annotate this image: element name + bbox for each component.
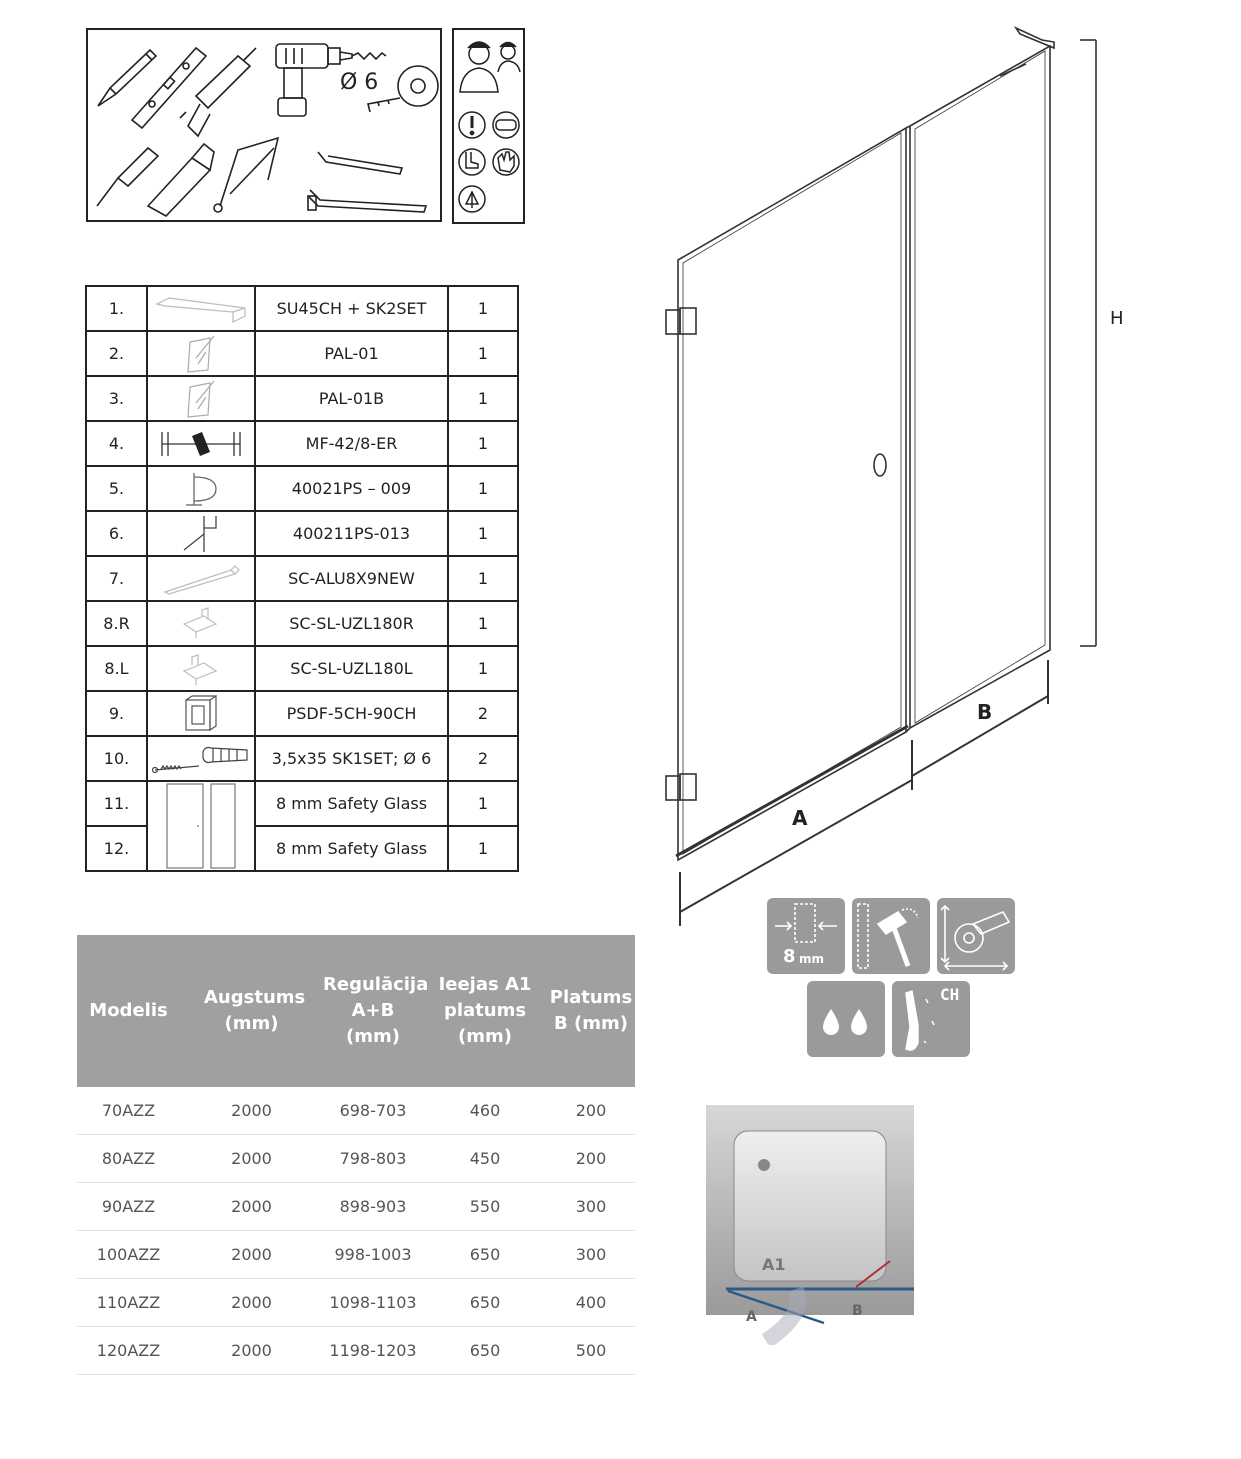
part-code: 400211PS-013 — [255, 511, 448, 556]
parts-list-table — [85, 285, 519, 872]
cell-width-b: 200 — [575, 1101, 607, 1120]
part-image — [147, 781, 255, 871]
table-row — [86, 421, 518, 466]
cell-adjustment: 998-1003 — [334, 1245, 412, 1264]
header-entry-width: Ieejas A1 platums (mm) — [438, 974, 532, 1047]
cell-width-b: 300 — [575, 1245, 607, 1264]
utility-knife-icon — [148, 144, 214, 216]
part-code: MF-42/8-ER — [255, 421, 448, 466]
safety-requirements-panel — [452, 28, 525, 224]
header-width-b: Platums B (mm) — [549, 987, 633, 1034]
boots-icon — [459, 149, 485, 175]
door-illustration — [640, 20, 1140, 940]
cell-model: 100AZZ — [96, 1245, 161, 1264]
pencil-icon — [98, 50, 156, 106]
table-row — [77, 1327, 635, 1375]
part-number: 7. — [86, 556, 147, 601]
models-dimensions-table — [77, 935, 635, 1375]
part-quantity: 1 — [448, 286, 518, 331]
tape-measure-icon — [368, 66, 438, 112]
part-code: SU45CH + SK2SET — [255, 286, 448, 331]
clip-right-icon — [176, 606, 226, 642]
part-number: 3. — [86, 376, 147, 421]
cell-model: 70AZZ — [101, 1101, 156, 1120]
magnetic-seal-icon — [158, 428, 244, 460]
part-image — [147, 736, 255, 781]
part-number: 11. — [86, 781, 147, 826]
part-code: 3,5x35 SK1SET; Ø 6 — [255, 736, 448, 781]
part-code: SC-SL-UZL180R — [255, 601, 448, 646]
cell-height: 2000 — [231, 1149, 272, 1168]
water-repellent-icon — [807, 981, 885, 1057]
glass-thickness-unit: mm — [799, 952, 825, 966]
part-quantity: 1 — [448, 556, 518, 601]
glass-bracket-icon — [176, 379, 226, 419]
part-image — [147, 556, 255, 601]
drain-icon — [758, 1159, 770, 1171]
part-quantity: 1 — [448, 601, 518, 646]
dimension-h-label: H — [1110, 308, 1124, 329]
table-row — [86, 691, 518, 736]
part-number: 6. — [86, 511, 147, 556]
cell-entry-width: 650 — [469, 1245, 501, 1264]
table-row — [86, 286, 518, 331]
part-image — [147, 691, 255, 736]
part-code: PAL-01B — [255, 376, 448, 421]
cell-model: 120AZZ — [96, 1341, 161, 1360]
table-row — [77, 1231, 635, 1279]
cell-height: 2000 — [231, 1293, 272, 1312]
cell-entry-width: 450 — [469, 1149, 501, 1168]
chrome-finish-icon — [892, 981, 970, 1057]
header-model: Modelis — [89, 1000, 168, 1021]
header-adjustment: Regulācija A+B (mm) — [323, 974, 429, 1047]
cell-entry-width: 460 — [469, 1101, 501, 1120]
part-code: SC-SL-UZL180L — [255, 646, 448, 691]
part-quantity: 2 — [448, 691, 518, 736]
cell-model: 90AZZ — [101, 1197, 156, 1216]
cell-adjustment: 1098-1103 — [329, 1293, 417, 1312]
cell-width-b: 300 — [575, 1197, 607, 1216]
glass-thickness-value: 8 — [783, 946, 796, 967]
safety-glass-icon — [852, 898, 930, 974]
wall-profile-icon — [153, 294, 249, 324]
table-row — [86, 376, 518, 421]
tools-illustration — [88, 30, 444, 224]
safety-illustration — [454, 30, 527, 226]
dimension-a-label: A — [792, 806, 808, 830]
drip-seal-icon — [176, 514, 226, 554]
cell-adjustment: 898-903 — [339, 1197, 407, 1216]
part-number: 8.R — [86, 601, 147, 646]
cell-adjustment: 1198-1203 — [329, 1341, 417, 1360]
part-quantity: 1 — [448, 421, 518, 466]
door-handle — [874, 454, 886, 476]
cell-entry-width: 550 — [469, 1197, 501, 1216]
part-image — [147, 511, 255, 556]
cell-width-b: 500 — [575, 1341, 607, 1360]
table-row — [77, 1183, 635, 1231]
shower-door-drawing — [640, 20, 1140, 940]
two-persons-icon — [460, 42, 520, 92]
part-quantity: 1 — [448, 466, 518, 511]
cell-height: 2000 — [231, 1245, 272, 1264]
table-row — [86, 556, 518, 601]
dimension-b-label: B — [977, 700, 993, 724]
adjustable-width-icon — [937, 898, 1015, 974]
coating-label: CH — [940, 985, 960, 1004]
part-quantity: 1 — [448, 331, 518, 376]
hinge-icon — [666, 308, 696, 800]
part-image — [147, 466, 255, 511]
cell-adjustment: 798-803 — [339, 1149, 407, 1168]
part-code: 40021PS – 009 — [255, 466, 448, 511]
cell-height: 2000 — [231, 1341, 272, 1360]
part-quantity: 1 — [448, 646, 518, 691]
table-row — [77, 1135, 635, 1183]
part-number: 1. — [86, 286, 147, 331]
table-row — [86, 736, 518, 781]
cell-width-b: 400 — [575, 1293, 607, 1312]
part-quantity: 1 — [448, 826, 518, 871]
part-number: 12. — [86, 826, 147, 871]
aluminium-profile-icon — [161, 562, 241, 596]
screwdriver-icon — [97, 148, 158, 206]
plan-label-a: A — [746, 1309, 757, 1325]
part-code: PSDF-5CH-90CH — [255, 691, 448, 736]
part-image — [147, 376, 255, 421]
warning-icon — [459, 112, 485, 138]
clip-left-icon — [176, 651, 226, 687]
part-number: 9. — [86, 691, 147, 736]
shower-tray-plan — [706, 1105, 914, 1345]
cell-width-b: 200 — [575, 1149, 607, 1168]
part-quantity: 1 — [448, 781, 518, 826]
glass-thickness-icon — [767, 898, 845, 974]
part-number: 8.L — [86, 646, 147, 691]
glass-panels-icon — [163, 782, 239, 870]
part-image — [147, 331, 255, 376]
cell-adjustment: 698-703 — [339, 1101, 407, 1120]
goggles-icon — [493, 112, 519, 138]
drill-bit-size: Ø 6 — [340, 70, 379, 95]
gloves-icon — [493, 149, 519, 175]
cell-entry-width: 650 — [469, 1293, 501, 1312]
part-image — [147, 646, 255, 691]
part-number: 10. — [86, 736, 147, 781]
table-row — [86, 781, 518, 826]
table-row — [77, 1279, 635, 1327]
spirit-level-icon — [132, 48, 206, 128]
part-image — [147, 286, 255, 331]
cell-entry-width: 650 — [469, 1341, 501, 1360]
screw-dowel-icon — [151, 740, 251, 778]
dimension-h — [1080, 40, 1096, 646]
table-row — [86, 331, 518, 376]
table-header — [77, 935, 635, 1087]
table-row — [86, 511, 518, 556]
part-number: 5. — [86, 466, 147, 511]
plan-label-a1: A1 — [762, 1255, 786, 1274]
door-panel — [678, 128, 906, 860]
cell-model: 110AZZ — [96, 1293, 161, 1312]
part-code: 8 mm Safety Glass — [255, 826, 448, 871]
plan-view-diagram — [706, 1105, 914, 1345]
part-number: 4. — [86, 421, 147, 466]
table-row — [86, 466, 518, 511]
top-profile — [1016, 28, 1054, 48]
d-seal-icon — [176, 469, 226, 509]
part-code: PAL-01 — [255, 331, 448, 376]
allen-key-icon — [308, 152, 426, 212]
glass-bracket-icon — [176, 334, 226, 374]
part-image — [147, 421, 255, 466]
hinge-icon — [176, 694, 226, 734]
part-code: SC-ALU8X9NEW — [255, 556, 448, 601]
plan-label-b: B — [852, 1303, 863, 1319]
part-quantity: 1 — [448, 511, 518, 556]
cell-height: 2000 — [231, 1101, 272, 1120]
required-tools-panel — [86, 28, 442, 222]
part-quantity: 1 — [448, 376, 518, 421]
part-quantity: 2 — [448, 736, 518, 781]
cell-height: 2000 — [231, 1197, 272, 1216]
part-image — [147, 601, 255, 646]
header-height: Augstums (mm) — [204, 987, 306, 1034]
part-number: 2. — [86, 331, 147, 376]
table-row — [86, 646, 518, 691]
table-row — [86, 601, 518, 646]
fixed-panel — [910, 46, 1050, 728]
part-code: 8 mm Safety Glass — [255, 781, 448, 826]
table-row — [77, 1087, 635, 1135]
cell-model: 80AZZ — [101, 1149, 156, 1168]
recycle-icon — [459, 186, 485, 212]
silicone-gun-icon — [180, 48, 256, 136]
hacksaw-icon — [214, 138, 278, 212]
